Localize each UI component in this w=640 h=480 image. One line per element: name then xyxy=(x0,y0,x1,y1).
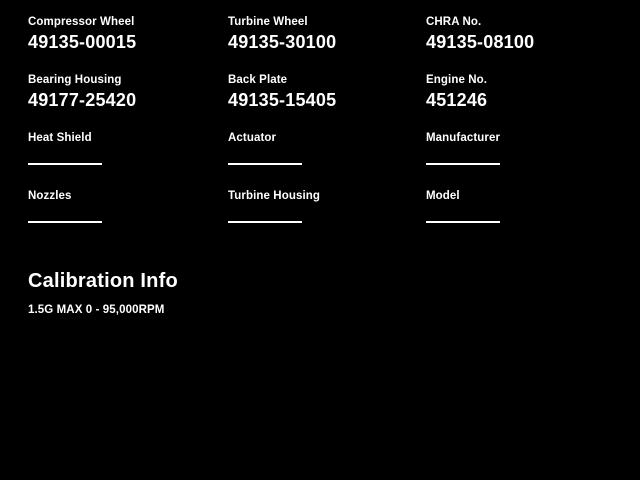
spec-label: Model xyxy=(426,190,460,202)
calibration-info-title: Calibration Info xyxy=(28,270,178,292)
spec-grid xyxy=(28,14,612,246)
spec-value-blank xyxy=(228,204,426,228)
spec-label: Manufacturer xyxy=(426,132,501,144)
spec-value: 451246 xyxy=(426,90,488,110)
spec-field-turbine-wheel xyxy=(228,14,426,72)
spec-label: Back Plate xyxy=(228,74,288,86)
spec-field-bearing-housing xyxy=(28,72,228,130)
spec-field-compressor-wheel xyxy=(28,14,228,72)
spec-label: CHRA No. xyxy=(426,16,482,28)
spec-value-blank xyxy=(426,146,612,170)
spec-label: Actuator xyxy=(228,132,277,144)
spec-value: 49135-00015 xyxy=(28,32,137,52)
spec-value: 49135-30100 xyxy=(228,32,337,52)
spec-field-model xyxy=(426,188,612,246)
spec-value-blank xyxy=(28,146,228,170)
spec-label: Turbine Wheel xyxy=(228,16,308,28)
spec-value-blank xyxy=(228,146,426,170)
spec-label: Compressor Wheel xyxy=(28,16,135,28)
spec-label: Turbine Housing xyxy=(228,190,321,202)
spec-field-manufacturer xyxy=(426,130,612,188)
spec-label: Engine No. xyxy=(426,74,488,86)
spec-label: Nozzles xyxy=(28,190,72,202)
spec-field-chra-no xyxy=(426,14,612,72)
spec-value: 49135-15405 xyxy=(228,90,337,110)
spec-field-actuator xyxy=(228,130,426,188)
spec-field-turbine-housing xyxy=(228,188,426,246)
spec-field-nozzles xyxy=(28,188,228,246)
spec-value: 49177-25420 xyxy=(28,90,137,110)
spec-value-blank xyxy=(28,204,228,228)
spec-value: 49135-08100 xyxy=(426,32,535,52)
spec-label: Heat Shield xyxy=(28,132,92,144)
spec-field-engine-no xyxy=(426,72,612,130)
spec-field-heat-shield xyxy=(28,130,228,188)
spec-field-back-plate xyxy=(228,72,426,130)
spec-label: Bearing Housing xyxy=(28,74,122,86)
calibration-info-section xyxy=(28,268,612,318)
calibration-info-text: 1.5G MAX 0 - 95,000RPM xyxy=(28,304,165,316)
spec-value-blank xyxy=(426,204,612,228)
